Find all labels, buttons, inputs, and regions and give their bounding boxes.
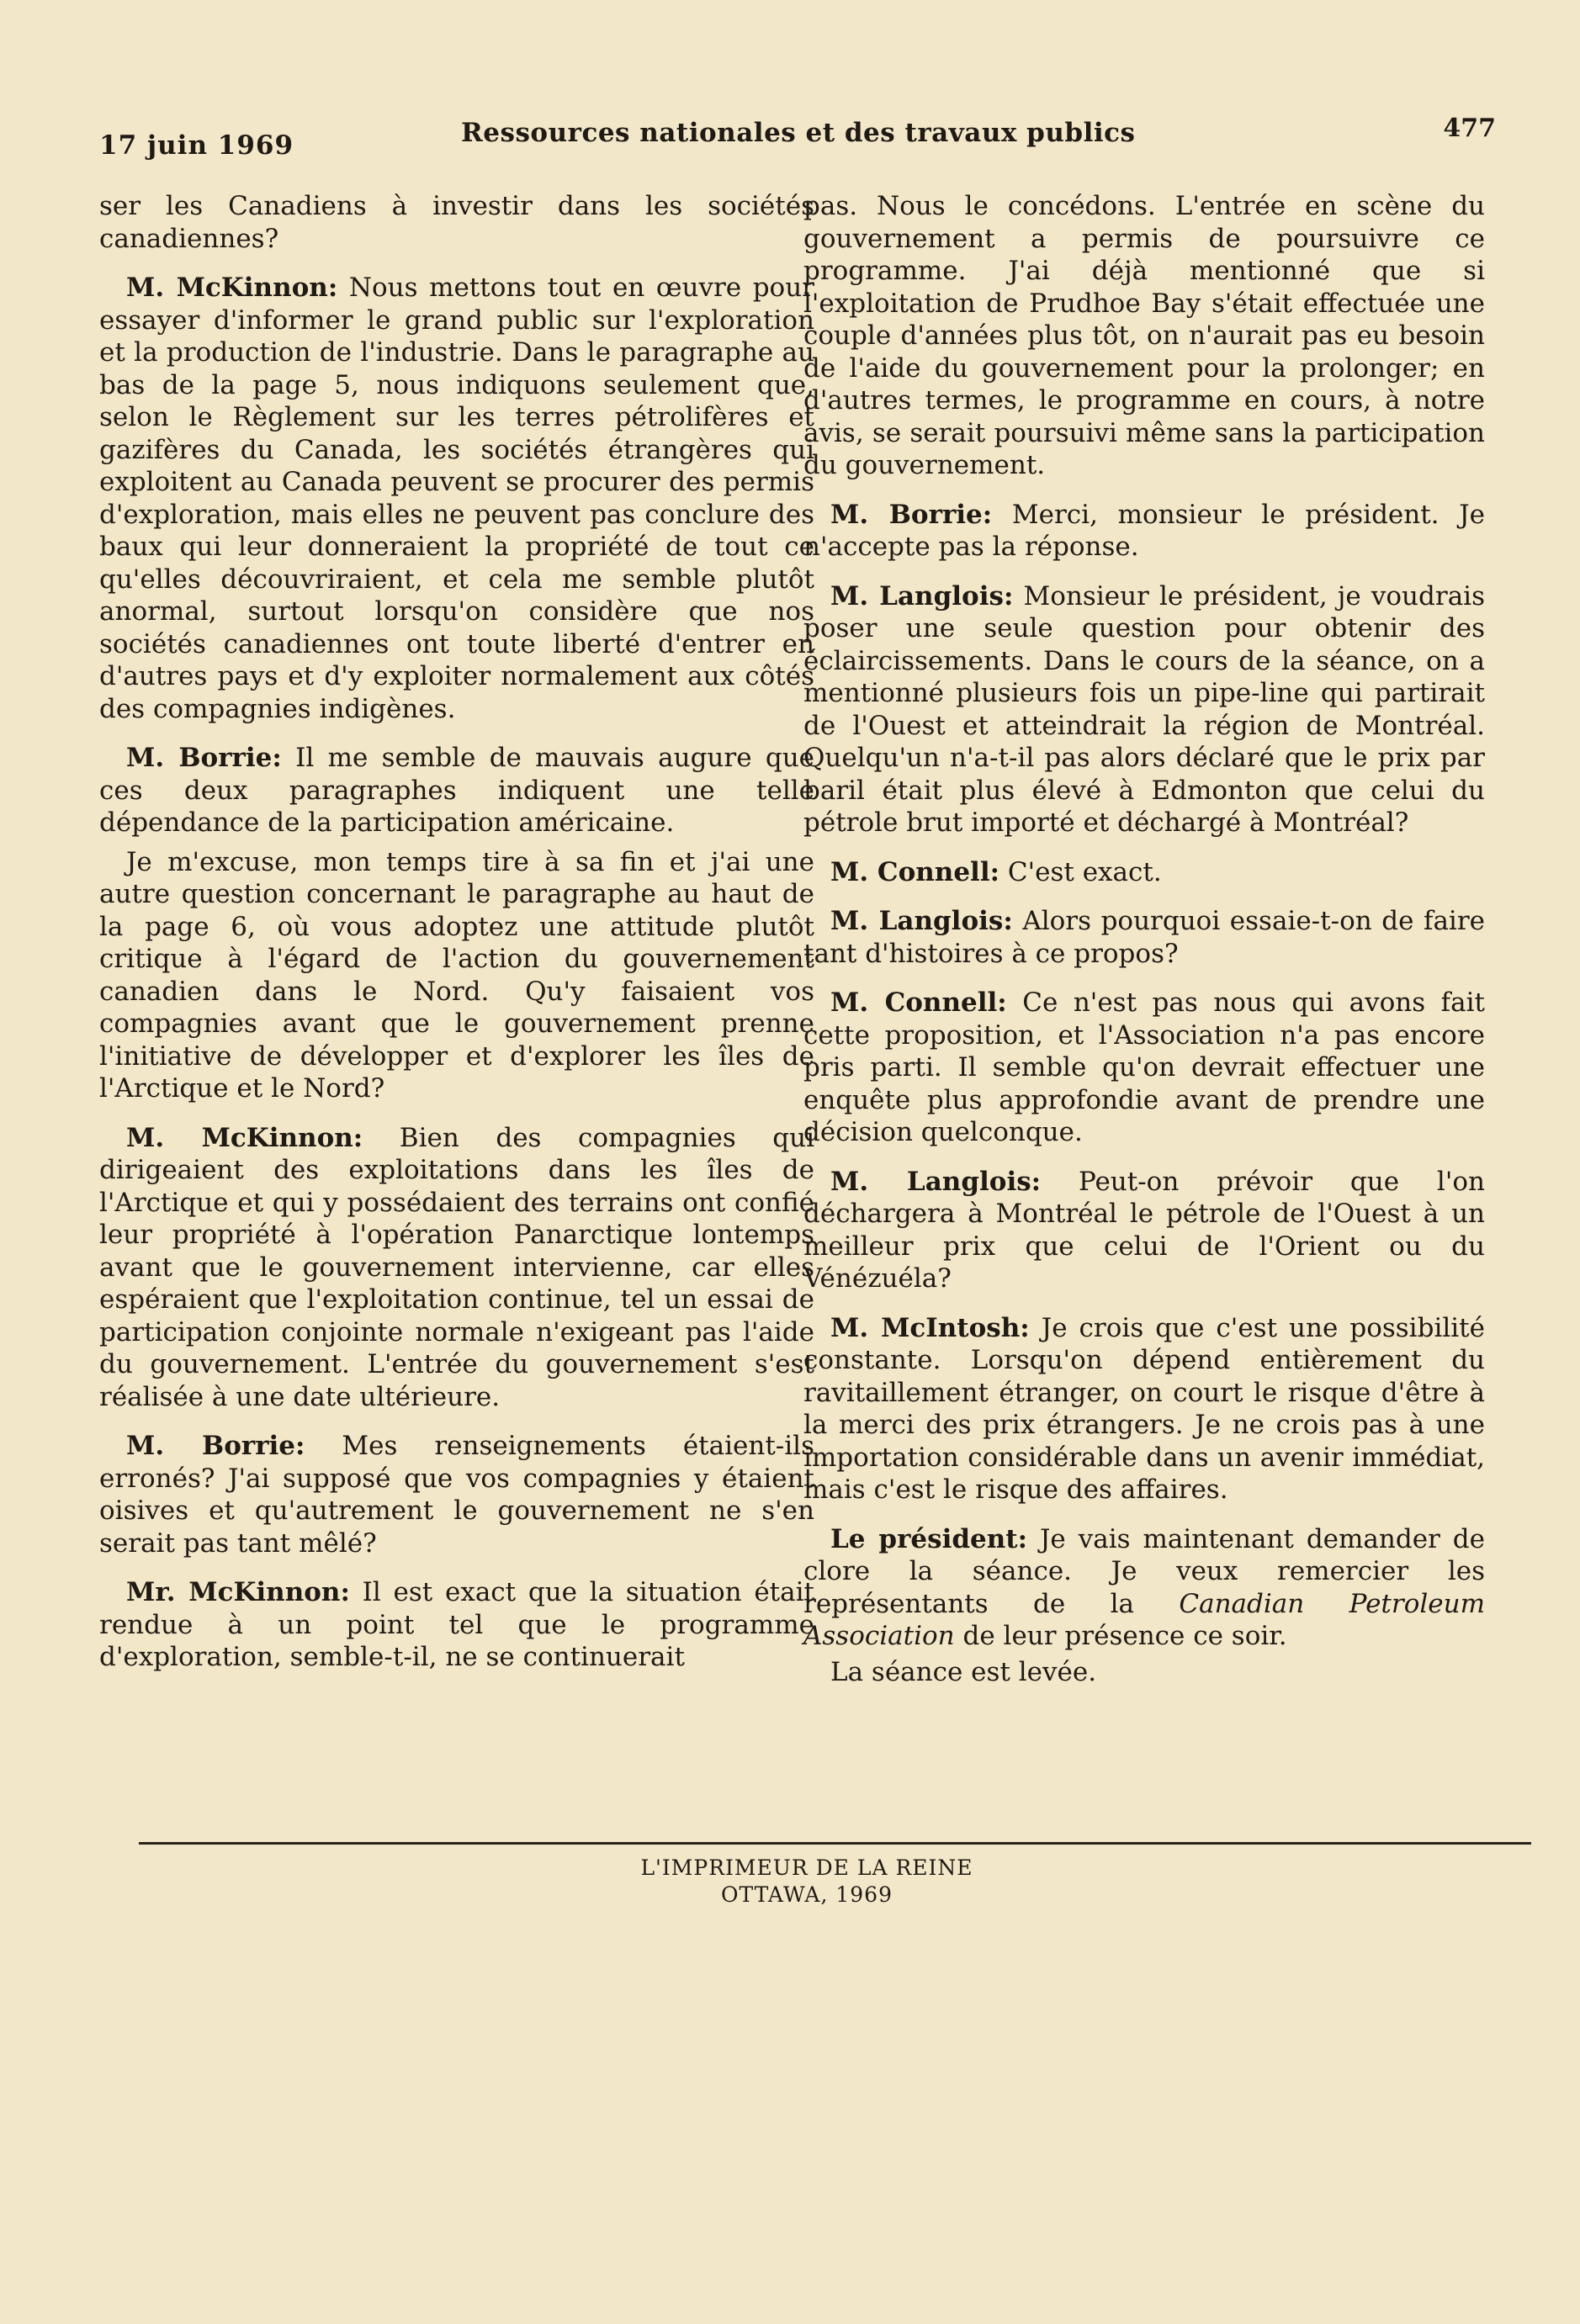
speaker-name: M. McIntosh: (830, 1312, 1030, 1343)
paragraph-text: de leur présence ce soir. (954, 1621, 1287, 1651)
imprint-line-1: L'IMPRIMEUR DE LA REINE (640, 1855, 973, 1880)
paragraph-text: C'est exact. (999, 856, 1162, 887)
paragraph (803, 190, 1485, 482)
page-header (99, 114, 1496, 164)
paragraph-text: ser les Canadiens à investir dans les sociétés canadiennes? (99, 191, 814, 254)
paragraph-italic-text: Canadian Petroleum Association (803, 1588, 1485, 1651)
right-column (803, 190, 1485, 1705)
header-date: 17 juin 1969 (99, 130, 294, 161)
speaker-name: Mr. McKinnon: (126, 1577, 350, 1607)
paragraph (803, 905, 1485, 970)
paragraph-text: Monsieur le président, je voudrais poser une seule question pour obtenir des éclaircissements. Dans le cours de la séance, on a mentionné plusieurs fois un pipe-line qui partirait de l'Ouest et atteindrait la région de Montréal. Quelqu'un n'a-t-il pas alors déclaré que le prix par baril était plus élevé à Edmonton que celui du pétrole brut importé et déchargé à Montréal? (803, 580, 1485, 838)
paragraph (803, 1312, 1485, 1506)
paragraph-text: Peut-on prévoir que l'on déchargera à Montréal le pétrole de l'Ouest à un meilleur prix que celui de l'Orient ou du Vénézuéla? (803, 1166, 1485, 1294)
paragraph-text: Mes renseignements étaient-ils erronés? J'ai supposé que vos compagnies y étaient oisives et qu'autrement le gouvernement ne s'en serait pas tant mêlé? (99, 1431, 815, 1559)
speaker-name: M. Borrie: (126, 1431, 305, 1461)
paragraph-text: Nous mettons tout en œuvre pour essayer d'informer le grand public sur l'exploration et la production de l'industrie. Dans le paragraphe au bas de la page 5, nous indiquons seulement que, selon le Règlement sur les terres pétrolifères et gazifères du Canada, les sociétés étrangères qui exploitent au Canada peuvent se procurer des permis d'exploration, mais elles ne peuvent pas conclure des baux qui leur donneraient la propriété de tout ce qu'elles découvriraient, et cela me semble plutôt anormal, surtout lorsqu'on considère que nos sociétés canadiennes ont toute liberté d'entrer en d'autres pays et d'y exploiter normalement aux côtés des compagnies indigènes. (99, 273, 814, 724)
paragraph (99, 1430, 814, 1559)
header-title: Ressources nationales et des travaux publics (461, 118, 1136, 148)
paragraph-text: Ce n'est pas nous qui avons fait cette proposition, et l'Association n'a pas encore pris parti. Il semble qu'on devrait effectuer une enquête plus approfondie avant de prendre une décision quelconque. (803, 987, 1485, 1147)
paragraph-text: Alors pourquoi essaie-t-on de faire tant d'histoires à ce propos? (803, 906, 1486, 969)
left-column (99, 190, 814, 1691)
paragraph (99, 742, 814, 839)
speaker-name: M. Connell: (830, 856, 1000, 887)
paragraph-text: Merci, monsieur le président. Je n'accepte pas la réponse. (803, 499, 1485, 562)
paragraph (99, 1122, 814, 1414)
paragraph-text: Je crois que c'est une possibilité constante. Lorsqu'on dépend entièrement du ravitaillement étranger, on court le risque d'être à la merci des prix étrangers. Je ne crois pas à une importation considérable dans un avenir immédiat, mais c'est le risque des affaires. (803, 1312, 1485, 1505)
speaker-name: M. McKinnon: (126, 1122, 363, 1153)
paragraph (99, 272, 814, 725)
paragraph (803, 1166, 1485, 1295)
paragraph-text: Je vais maintenant demander de clore la séance. Je veux remercier les représentants de la (803, 1523, 1485, 1619)
speaker-name: M. Connell: (830, 987, 1007, 1018)
paragraph (99, 190, 814, 255)
paragraph (803, 987, 1485, 1149)
paragraph-text: La séance est levée. (830, 1656, 1097, 1687)
paragraph (99, 846, 814, 1105)
imprint-line-2: OTTAWA, 1969 (720, 1882, 893, 1907)
footer-rule (139, 1842, 1531, 1845)
speaker-name: M. Langlois: (830, 906, 1013, 936)
speaker-name: M. Borrie: (126, 743, 282, 773)
paragraph (803, 580, 1485, 839)
paragraph (803, 1523, 1485, 1653)
speaker-name: M. Borrie: (830, 499, 993, 530)
paragraph-text: pas. Nous le concédons. L'entrée en scène du gouvernement a permis de poursuivre ce programme. J'ai déjà mentionné que si l'exploitation de Prudhoe Bay s'était effectuée une couple d'années plus tôt, on n'aurait pas eu besoin de l'aide du gouvernement pour la prolonger; en d'autres termes, le programme en cours, à notre avis, se serait poursuivi même sans la participation du gouvernement. (803, 191, 1485, 480)
paragraph-text: Bien des compagnies qui dirigeaient des exploitations dans les îles de l'Arctique et qui y possédaient des terrains ont confié leur propriété à l'opération Panarctique lontemps avant que le gouvernement intervienne, car elles espéraient que l'exploitation continue, tel un essai de participation conjointe normale n'exigeant pas l'aide du gouvernement. L'entrée du gouvernement s'est réalisée à une date ultérieure. (99, 1122, 814, 1412)
speaker-name: M. Langlois: (830, 1166, 1042, 1197)
speaker-name: Le président: (830, 1523, 1028, 1554)
printer-imprint (0, 1855, 1580, 1908)
paragraph-text: Il me semble de mauvais augure que ces deux paragraphes indiquent une telle dépendance de la participation américaine. (99, 743, 815, 838)
paragraph (803, 1656, 1485, 1689)
paragraph (803, 499, 1485, 564)
paragraph (803, 856, 1485, 889)
paragraph-text: Je m'excuse, mon temps tire à sa fin et j'ai une autre question concernant le paragraphe au haut de la page 6, où vous adoptez une attitude plutôt critique à l'égard de l'action du gouvernement canadien dans le Nord. Qu'y faisaient vos compagnies avant que le gouvernement prenne l'initiative de développer et d'explorer les îles de l'Arctique et le Nord? (99, 846, 814, 1104)
paragraph (99, 1576, 814, 1674)
paragraph-text: Il est exact que la situation était rendue à un point tel que le programme d'exploration, semble-t-il, ne se continuerait (99, 1577, 814, 1672)
page-number: 477 (1443, 114, 1496, 143)
speaker-name: M. Langlois: (830, 580, 1014, 611)
speaker-name: M. McKinnon: (126, 273, 338, 303)
